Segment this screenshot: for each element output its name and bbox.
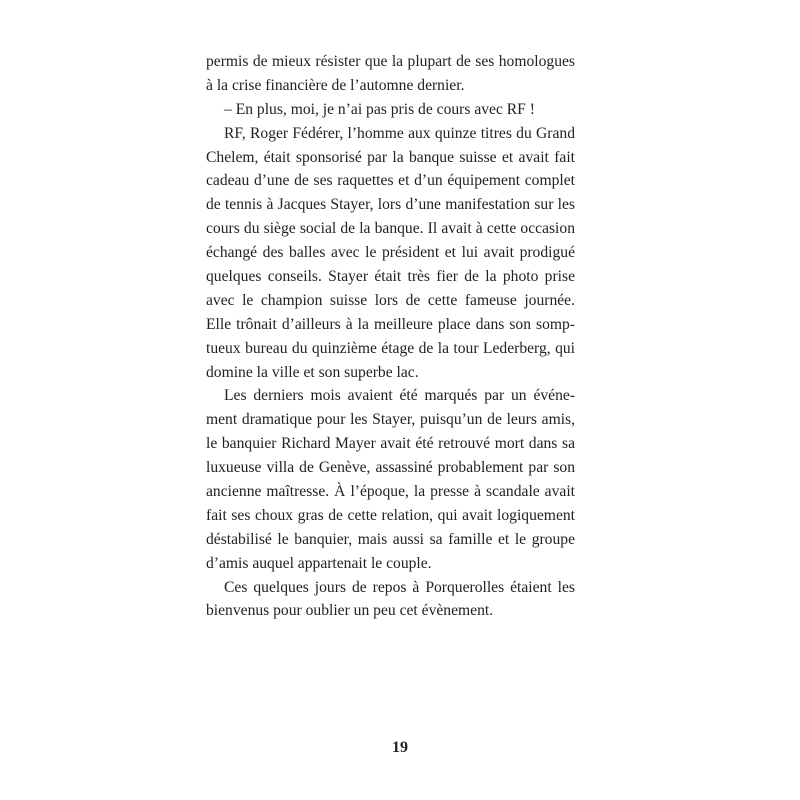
- text-line: à la crise financière de l’automne dernier.: [206, 76, 465, 94]
- text-line: Les derniers mois avaient été marqués par un événe-: [224, 387, 575, 405]
- text-line: cadeau d’une de ses raquettes et d’un équipement complet: [206, 172, 575, 190]
- text-line: de tennis à Jacques Stayer, lors d’une manifestation sur les: [206, 196, 575, 214]
- text-line: – En plus, moi, je n’ai pas pris de cours avec RF !: [224, 100, 535, 118]
- text-line: permis de mieux résister que la plupart de ses homologues: [206, 53, 575, 70]
- page-number: 19: [392, 739, 408, 756]
- text-line: ment dramatique pour les Stayer, puisqu’un de leurs amis,: [206, 411, 575, 429]
- text-line: le banquier Richard Mayer avait été retrouvé mort dans sa: [206, 435, 575, 453]
- text-line: quelques conseils. Stayer était très fier de la photo prise: [206, 268, 575, 286]
- text-line: bienvenus pour oublier un peu cet évènement.: [206, 602, 494, 620]
- text-line: échangé des balles avec le président et lui avait prodigué: [206, 244, 575, 262]
- body-text: [206, 50, 575, 623]
- text-line: Chelem, était sponsorisé par la banque suisse et avait fait: [206, 148, 575, 166]
- text-line: domine la ville et son superbe lac.: [206, 363, 419, 381]
- text-line: fait ses choux gras de cette relation, qui avait logiquement: [206, 506, 575, 524]
- text-line: déstabilisé le banquier, mais aussi sa famille et le groupe: [206, 530, 575, 548]
- text-line: ancienne maîtresse. À l’époque, la presse à scandale avait: [206, 483, 575, 501]
- text-line: RF, Roger Fédérer, l’homme aux quinze titres du Grand: [224, 124, 575, 142]
- text-line: d’amis auquel appartenait le couple.: [206, 554, 432, 572]
- text-line: Ces quelques jours de repos à Porquerolles étaient les: [224, 578, 575, 596]
- text-line: cours du siège social de la banque. Il avait à cette occasion: [206, 220, 575, 238]
- text-line: Elle trônait d’ailleurs à la meilleure place dans son somp-: [206, 315, 575, 333]
- text-line: luxueuse villa de Genève, assassiné probablement par son: [206, 459, 575, 477]
- text-line: avec le champion suisse lors de cette fameuse journée.: [206, 291, 575, 309]
- text-line: tueux bureau du quinzième étage de la tour Lederberg, qui: [206, 339, 575, 357]
